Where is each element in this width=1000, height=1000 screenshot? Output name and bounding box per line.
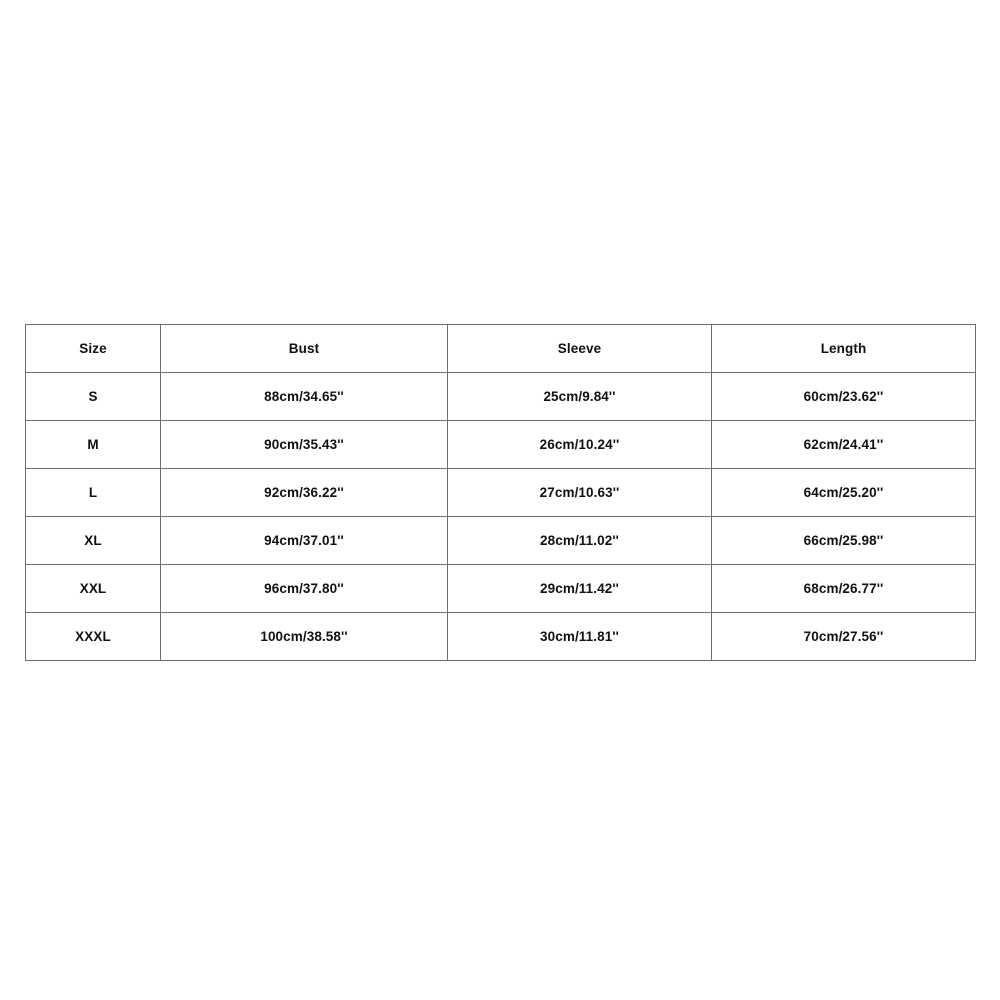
bust-cell: 100cm/38.58'' bbox=[161, 613, 448, 661]
size-chart-table bbox=[25, 324, 976, 661]
table-row bbox=[26, 613, 976, 661]
table-row bbox=[26, 565, 976, 613]
length-cell: 68cm/26.77'' bbox=[712, 565, 976, 613]
table-row bbox=[26, 373, 976, 421]
sleeve-cell: 29cm/11.42'' bbox=[448, 565, 712, 613]
size-cell: XL bbox=[26, 517, 161, 565]
column-header-sleeve: Sleeve bbox=[448, 325, 712, 373]
sleeve-cell: 25cm/9.84'' bbox=[448, 373, 712, 421]
column-header-size: Size bbox=[26, 325, 161, 373]
size-cell: XXL bbox=[26, 565, 161, 613]
length-cell: 62cm/24.41'' bbox=[712, 421, 976, 469]
length-cell: 66cm/25.98'' bbox=[712, 517, 976, 565]
sleeve-cell: 30cm/11.81'' bbox=[448, 613, 712, 661]
table-row bbox=[26, 421, 976, 469]
column-header-length: Length bbox=[712, 325, 976, 373]
bust-cell: 96cm/37.80'' bbox=[161, 565, 448, 613]
bust-cell: 94cm/37.01'' bbox=[161, 517, 448, 565]
table-row bbox=[26, 517, 976, 565]
sleeve-cell: 26cm/10.24'' bbox=[448, 421, 712, 469]
length-cell: 70cm/27.56'' bbox=[712, 613, 976, 661]
size-cell: XXXL bbox=[26, 613, 161, 661]
sleeve-cell: 27cm/10.63'' bbox=[448, 469, 712, 517]
bust-cell: 92cm/36.22'' bbox=[161, 469, 448, 517]
bust-cell: 88cm/34.65'' bbox=[161, 373, 448, 421]
size-cell: L bbox=[26, 469, 161, 517]
length-cell: 60cm/23.62'' bbox=[712, 373, 976, 421]
column-header-bust: Bust bbox=[161, 325, 448, 373]
table-header-row bbox=[26, 325, 976, 373]
size-cell: S bbox=[26, 373, 161, 421]
bust-cell: 90cm/35.43'' bbox=[161, 421, 448, 469]
length-cell: 64cm/25.20'' bbox=[712, 469, 976, 517]
sleeve-cell: 28cm/11.02'' bbox=[448, 517, 712, 565]
size-cell: M bbox=[26, 421, 161, 469]
table-row bbox=[26, 469, 976, 517]
